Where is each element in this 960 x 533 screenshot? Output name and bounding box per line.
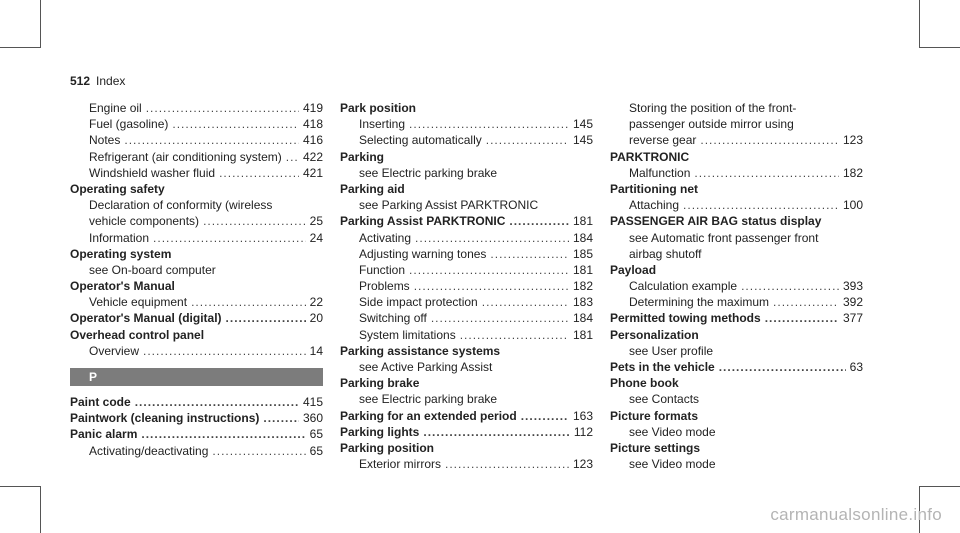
entry-label: Paintwork (cleaning instructions) [70, 411, 260, 426]
entry-label: Determining the maximum [629, 295, 770, 310]
index-heading-entry[interactable] [70, 310, 323, 326]
index-subentry-text: Declaration of conformity (wireless [89, 198, 273, 213]
dot-leader [191, 294, 306, 310]
index-subentry[interactable] [340, 230, 593, 246]
entry-label: Overview [89, 343, 140, 358]
entry-label: Problems [359, 279, 410, 294]
index-heading: Payload [610, 262, 657, 277]
index-subentry-text: see Parking Assist PARKTRONIC [359, 198, 539, 213]
index-subentry[interactable] [340, 294, 593, 310]
index-subentry-text: Storing the position of the front- [629, 101, 797, 115]
page-reference: 416 [302, 133, 323, 148]
page-header [70, 74, 125, 88]
dot-leader [203, 213, 306, 229]
dot-leader [521, 408, 569, 424]
index-subentry-text: see Contacts [629, 392, 700, 407]
entry-label: Refrigerant (air conditioning system) [89, 149, 282, 164]
index-subentry[interactable] [70, 132, 323, 148]
dot-leader [286, 149, 299, 165]
index-subentry[interactable] [340, 278, 593, 294]
entry-label: vehicle components) [89, 214, 200, 229]
page-reference: 184 [572, 311, 593, 326]
index-subentry[interactable] [70, 343, 323, 359]
dot-leader [445, 456, 569, 472]
index-heading-entry[interactable] [70, 410, 323, 426]
entry-label: Activating/deactivating [89, 443, 209, 458]
page-reference: 393 [842, 279, 863, 294]
page-reference: 112 [573, 424, 593, 439]
index-heading: Personalization [610, 327, 699, 342]
index-subentry-text: see Active Parking Assist [359, 360, 493, 374]
page-reference: 182 [842, 165, 863, 180]
index-heading: Park position [340, 101, 417, 115]
index-heading-entry[interactable] [610, 310, 863, 326]
index-subentry-text: airbag shutoff [629, 246, 702, 261]
page-reference: 421 [302, 165, 323, 180]
page-reference: 181 [572, 214, 593, 229]
entry-label: Switching off [359, 311, 427, 326]
page-reference: 360 [302, 411, 323, 426]
page-reference: 123 [842, 133, 863, 148]
index-subentry[interactable] [70, 100, 323, 116]
crop-mark [40, 0, 41, 48]
page-reference: 184 [572, 230, 593, 245]
index-subentry-text: passenger outside mirror using [629, 117, 794, 132]
page-reference: 145 [572, 117, 593, 132]
entry-label: Malfunction [629, 165, 691, 180]
dot-leader [700, 132, 839, 148]
letter-heading: P [70, 368, 323, 386]
dot-leader [172, 116, 299, 132]
dot-leader [153, 230, 306, 246]
dot-leader [486, 132, 569, 148]
dot-leader [509, 213, 569, 229]
page-reference: 25 [309, 214, 323, 229]
entry-label: Parking for an extended period [340, 408, 517, 423]
index-heading-entry[interactable] [340, 408, 593, 424]
dot-leader [226, 310, 306, 326]
index-subentry[interactable] [340, 246, 593, 262]
index-subentry[interactable] [70, 294, 323, 310]
dot-leader [409, 262, 569, 278]
dot-leader [135, 394, 299, 410]
dot-leader [212, 443, 305, 459]
index-subentry[interactable] [70, 443, 323, 459]
dot-leader [141, 426, 305, 442]
page-reference: 65 [309, 427, 323, 442]
dot-leader [124, 132, 299, 148]
dot-leader [263, 410, 299, 426]
dot-leader [143, 343, 306, 359]
entry-label: Information [89, 230, 150, 245]
index-heading: Parking aid [340, 181, 405, 196]
page-reference: 182 [572, 279, 593, 294]
index-subentry[interactable] [340, 327, 593, 343]
page-reference: 14 [309, 343, 323, 358]
dot-leader [741, 278, 839, 294]
dot-leader [773, 294, 839, 310]
page-reference: 181 [572, 327, 593, 342]
page-number: 512 [70, 74, 91, 88]
index-subentry[interactable] [70, 165, 323, 181]
page-reference: 24 [309, 230, 323, 245]
entry-label: Fuel (gasoline) [89, 117, 169, 132]
index-subentry-text: see User profile [629, 343, 714, 358]
entry-label: Parking Assist PARKTRONIC [340, 214, 506, 229]
index-subentry-text: see Video mode [629, 457, 716, 472]
page-reference: 392 [842, 295, 863, 310]
dot-leader [414, 278, 569, 294]
crop-mark [0, 486, 41, 487]
index-heading: Operator's Manual [70, 279, 175, 294]
index-heading-entry[interactable] [340, 213, 593, 229]
index-subentry-text: see Electric parking brake [359, 165, 498, 180]
entry-label: Windshield washer fluid [89, 165, 216, 180]
page-reference: 185 [572, 246, 593, 261]
index-subentry[interactable] [340, 132, 593, 148]
entry-label: Activating [359, 230, 412, 245]
index-subentry[interactable] [610, 197, 863, 213]
page-reference: 181 [572, 262, 593, 277]
index-heading: Parking brake [340, 376, 420, 391]
index-heading: Operating safety [70, 181, 165, 196]
entry-label: reverse gear [629, 133, 697, 148]
index-subentry[interactable] [610, 165, 863, 181]
entry-label: Side impact protection [359, 295, 478, 310]
index-subentry[interactable] [70, 213, 323, 229]
index-heading: Operating system [70, 246, 172, 261]
crop-mark [919, 486, 960, 487]
entry-label: Parking lights [340, 424, 420, 439]
dot-leader [415, 230, 569, 246]
entry-label: Adjusting warning tones [359, 246, 487, 261]
crop-mark [40, 486, 41, 533]
watermark: carmanualsonline.info [770, 505, 942, 524]
index-subentry[interactable] [340, 116, 593, 132]
entry-label: Inserting [359, 117, 406, 132]
index-heading: Parking [340, 149, 385, 164]
dot-leader [431, 310, 569, 326]
entry-label: Notes [89, 133, 121, 148]
page-reference: 20 [309, 311, 323, 326]
page-reference: 65 [309, 443, 323, 458]
index-heading: Parking position [340, 440, 435, 455]
page-reference: 422 [302, 149, 323, 164]
entry-label: Panic alarm [70, 427, 138, 442]
index-subentry[interactable] [340, 456, 593, 472]
entry-label: Paint code [70, 395, 131, 409]
dot-leader [482, 294, 569, 310]
entry-label: System limitations [359, 327, 456, 342]
page-reference: 22 [309, 295, 323, 310]
index-subentry[interactable] [70, 149, 323, 165]
entry-label: Selecting automatically [359, 133, 482, 148]
dot-leader [219, 165, 299, 181]
index-heading-entry[interactable] [610, 359, 863, 375]
entry-label: Calculation example [629, 279, 738, 294]
index-subentry[interactable] [70, 230, 323, 246]
dot-leader [409, 116, 569, 132]
dot-leader [460, 327, 569, 343]
page-reference: 415 [302, 395, 323, 409]
crop-mark [919, 47, 960, 48]
index-subentry[interactable] [610, 294, 863, 310]
index-subentry[interactable] [340, 310, 593, 326]
index-column-3 [610, 100, 863, 472]
index-heading-entry[interactable] [340, 424, 593, 440]
index-subentry[interactable] [340, 262, 593, 278]
index-heading: Picture formats [610, 408, 699, 423]
index-subentry[interactable] [610, 132, 863, 148]
page-reference: 377 [842, 311, 863, 326]
dot-leader [694, 165, 839, 181]
index-heading: Picture settings [610, 440, 701, 455]
page-reference: 100 [842, 198, 863, 213]
index-subentry-text: see Automatic front passenger front [629, 230, 819, 245]
page-reference: 145 [572, 133, 593, 148]
index-heading: Overhead control panel [70, 327, 205, 342]
dot-leader [719, 359, 846, 375]
index-heading-entry[interactable] [70, 426, 323, 442]
dot-leader [683, 197, 839, 213]
entry-label: Attaching [629, 198, 680, 213]
dot-leader [490, 246, 569, 262]
index-subentry[interactable] [70, 116, 323, 132]
page-reference: 418 [302, 117, 323, 132]
index-subentry-text: see Electric parking brake [359, 392, 498, 407]
entry-label: Exterior mirrors [359, 457, 442, 472]
index-subentry[interactable] [610, 278, 863, 294]
entry-label: Function [359, 262, 406, 277]
entry-label: Permitted towing methods [610, 311, 761, 326]
page-reference: 63 [849, 360, 863, 374]
dot-leader [765, 310, 839, 326]
page-reference: 163 [572, 408, 593, 423]
crop-mark [919, 0, 920, 48]
index-heading: PARKTRONIC [610, 149, 690, 164]
index-heading: Phone book [610, 376, 679, 391]
index-heading: PASSENGER AIR BAG status display [610, 214, 822, 229]
entry-label: Operator's Manual (digital) [70, 311, 222, 326]
page-reference: 183 [572, 295, 593, 310]
index-column-1 [70, 100, 323, 459]
index-subentry-text: see On-board computer [89, 262, 216, 277]
index-column-2 [340, 100, 593, 472]
index-heading-entry[interactable] [70, 394, 323, 410]
dot-leader [146, 100, 299, 116]
page-reference: 419 [302, 101, 323, 115]
page-reference: 123 [572, 457, 593, 472]
crop-mark [0, 47, 41, 48]
dot-leader [423, 424, 570, 440]
entry-label: Engine oil [89, 101, 142, 115]
entry-label: Pets in the vehicle [610, 360, 715, 374]
index-heading: Parking assistance systems [340, 343, 501, 358]
index-subentry-text: see Video mode [629, 424, 716, 439]
index-heading: Partitioning net [610, 181, 698, 196]
entry-label: Vehicle equipment [89, 295, 188, 310]
section-title: Index [96, 74, 126, 88]
